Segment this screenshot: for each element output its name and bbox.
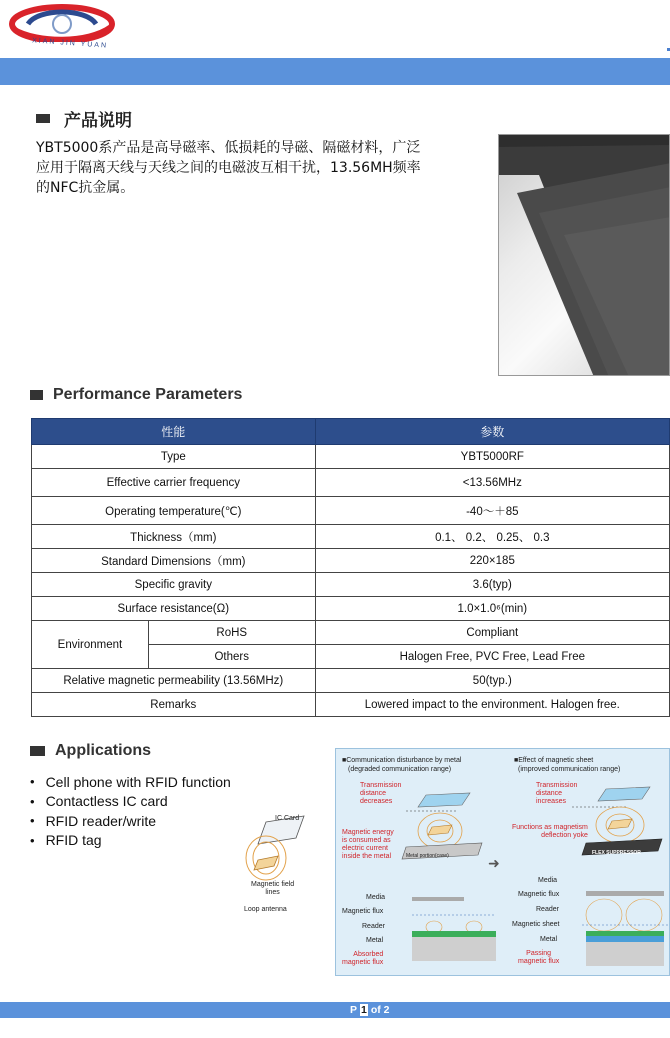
table-row (32, 621, 670, 645)
passing-flux-label (518, 950, 559, 966)
magnetic-flux-label-right: Magnetic flux (518, 891, 560, 898)
param-subname: RoHS (148, 621, 315, 645)
param-value: Lowered impact to the environment. Halogen free. (315, 693, 669, 717)
param-value: Compliant (315, 621, 669, 645)
field-lines-text: Magnetic field (251, 881, 295, 888)
yoke-text: deflection yoke (541, 832, 588, 839)
param-name: Remarks (32, 693, 316, 717)
loop-antenna-label: Loop antenna (244, 906, 287, 913)
table-row (32, 469, 670, 497)
param-value: 0.1、 0.2、 0.25、 0.3 (315, 525, 669, 549)
bullet-square-icon (30, 390, 43, 400)
param-name: Effective carrier frequency (32, 469, 316, 497)
param-value: <13.56MHz (315, 469, 669, 497)
company-logo (8, 2, 116, 50)
absorbed-text: magnetic flux (342, 959, 384, 966)
list-item: • Contactless IC card (30, 792, 231, 812)
metal-case-label: Metal portion(case) (406, 853, 449, 859)
trans-text: increases (536, 798, 566, 805)
energy-text: is consumed as (342, 837, 391, 844)
passing-text: Passing (526, 950, 552, 957)
page-suffix: of 2 (370, 1004, 390, 1016)
yoke-text: Functions as magnetism (512, 824, 588, 831)
footer-bar (0, 1002, 670, 1018)
table-row (32, 525, 670, 549)
right-panel-title: ■Effect of magnetic sheet (514, 757, 594, 764)
page-number (350, 1002, 390, 1018)
param-name: Standard Dimensions（mm) (32, 549, 316, 573)
section-title: 产品说明 (64, 111, 132, 131)
absorbed-text: Absorbed (353, 951, 384, 958)
performance-heading (30, 386, 242, 404)
page-prefix: P (350, 1004, 358, 1016)
media-label: Media (366, 894, 386, 901)
trans-increase-label (536, 782, 577, 806)
param-value: 220×185 (315, 549, 669, 573)
metal-disturbance-illustration (396, 789, 486, 861)
description-line: 应用于隔离天线与天线之间的电磁波互相干扰，13.56MH频率 (36, 160, 421, 176)
param-value: 3.6(typ) (315, 573, 669, 597)
list-item: • RFID reader/write (30, 811, 231, 831)
param-name: Type (32, 445, 316, 469)
param-subname: Others (148, 645, 315, 669)
param-name: Operating temperature(℃) (32, 497, 316, 525)
applications-list (30, 772, 231, 850)
param-name: Relative magnetic permeability (13.56MHz) (32, 669, 316, 693)
param-value: Halogen Free, PVC Free, Lead Free (315, 645, 669, 669)
performance-table (31, 418, 670, 717)
param-value: -40～＋85 (315, 497, 669, 525)
yoke-label (512, 824, 588, 840)
param-value: YBT5000RF (315, 445, 669, 469)
trans-text: distance (536, 790, 563, 797)
magnetic-sheet-label: Magnetic sheet (512, 921, 560, 928)
product-description-text (36, 138, 466, 198)
trans-text: decreases (360, 798, 393, 805)
trans-text: distance (360, 790, 387, 797)
left-cross-section (408, 891, 500, 963)
table-header-property: 性能 (32, 419, 316, 445)
reader-label-right: Reader (536, 906, 559, 913)
bullet-square-icon (30, 746, 45, 756)
right-panel-subtitle: (improved communication range) (518, 766, 621, 773)
bullet-square-icon (36, 114, 50, 123)
product-image (498, 134, 670, 376)
description-line: 的NFC抗金属。 (36, 180, 135, 196)
field-lines-text: lines (265, 889, 280, 896)
header-bar (0, 58, 670, 85)
param-name: Environment (32, 621, 149, 669)
energy-text: Magnetic energy (342, 829, 394, 836)
trans-text: Transmission (360, 782, 402, 789)
table-header-value: 参数 (315, 419, 669, 445)
field-lines-label (251, 881, 294, 897)
magnetic-flux-label: Magnetic flux (342, 908, 384, 915)
magnetic-sheet-diagram (238, 748, 670, 978)
section-title: Performance Parameters (53, 386, 243, 403)
metal-label: Metal (366, 937, 384, 944)
table-row (32, 669, 670, 693)
metal-label-right: Metal (540, 936, 558, 943)
media-label-right: Media (538, 877, 558, 884)
applications-heading (30, 742, 151, 760)
current-page: 1 (361, 1004, 367, 1016)
trans-text: Transmission (536, 782, 578, 789)
logo-swirl-icon (8, 2, 116, 42)
energy-text: electric current (342, 845, 388, 852)
logo-text: XIAN JIN YUAN (31, 37, 109, 50)
energy-consumed-label (342, 829, 394, 861)
diagram-panel (335, 748, 670, 976)
right-cross-section (582, 885, 668, 969)
section-title: Applications (55, 742, 152, 759)
energy-text: inside the metal (342, 853, 392, 860)
passing-text: magnetic flux (518, 958, 560, 965)
flex-suppressor-label: FLEX SUPPRESSOR (592, 850, 641, 856)
arrow-right-icon: ➜ (488, 855, 500, 871)
product-description-heading (36, 106, 132, 131)
reader-label: Reader (362, 923, 385, 930)
param-value: 50(typ.) (315, 669, 669, 693)
absorbed-flux-label (342, 951, 383, 967)
description-line: YBT5000系产品是高导磁率、低损耗的导磁、隔磁材料，广泛 (36, 140, 421, 156)
table-row (32, 497, 670, 525)
table-row (32, 693, 670, 717)
param-value: 1.0×1.0⁶(min) (315, 597, 669, 621)
param-name: Thickness（mm) (32, 525, 316, 549)
list-item: • Cell phone with RFID function (30, 772, 231, 792)
ic-card-label: IC Card (275, 815, 300, 822)
param-name: Surface resistance(Ω) (32, 597, 316, 621)
left-panel-subtitle: (degraded communication range) (348, 766, 452, 773)
table-row (32, 445, 670, 469)
table-row (32, 549, 670, 573)
param-name: Specific gravity (32, 573, 316, 597)
table-row (32, 597, 670, 621)
trans-decrease-label (360, 782, 401, 806)
list-item: • RFID tag (30, 831, 231, 851)
left-panel-title: ■Communication disturbance by metal (342, 757, 462, 764)
table-row (32, 573, 670, 597)
